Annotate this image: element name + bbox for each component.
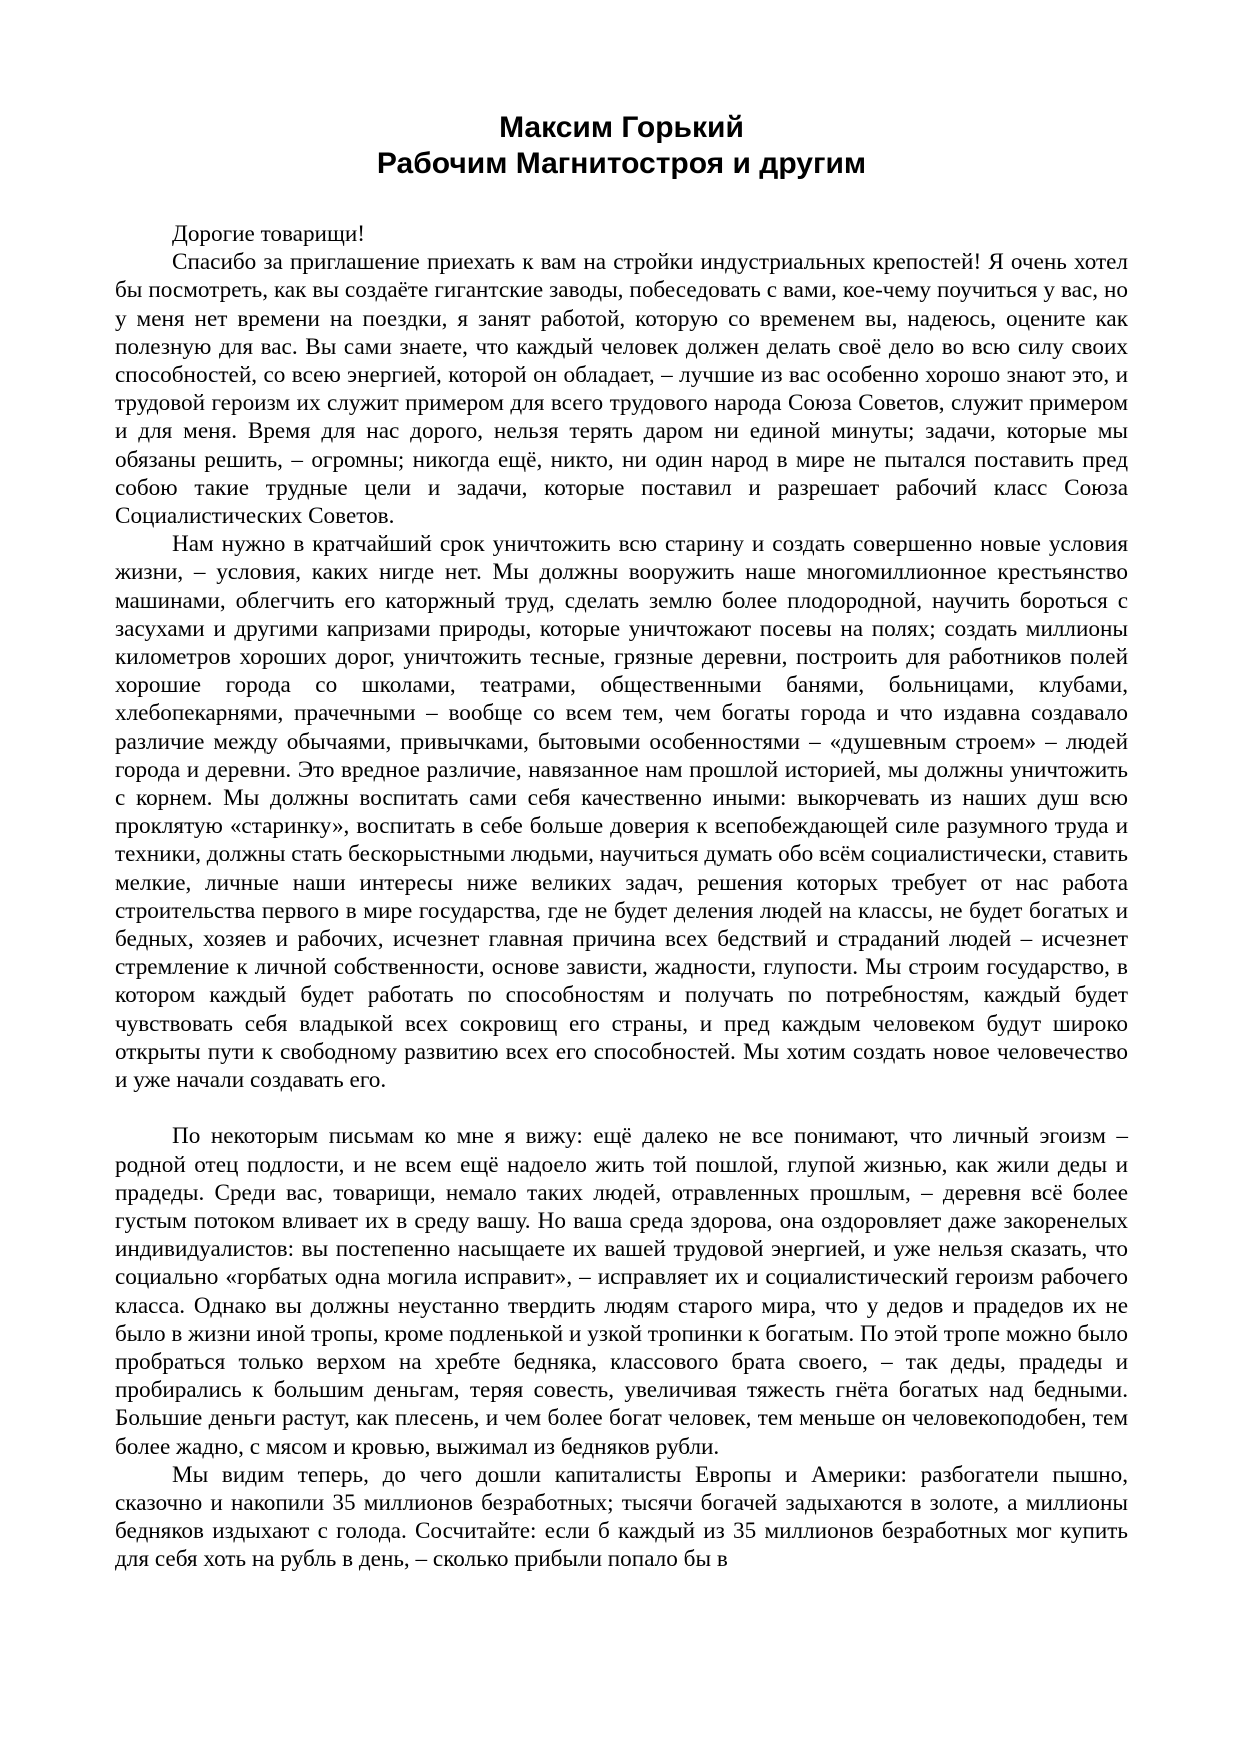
- body-text: [115, 220, 1128, 1574]
- body-paragraph: Спасибо за приглашение приехать к вам на стройки индустриальных крепостей! Я очень хотел бы посмотреть, как вы создаёте гигантские заводы, побеседовать с вами, кое-чему поучиться у вас, но у меня нет времени на поездки, я занят работой, которую со временем вы, надеюсь, оцените как полезную для вас. Вы сами знаете, что каждый человек должен делать своё дело во всю силу своих способностей, со всею энергией, которой он обладает, – лучшие из вас особенно хорошо знают это, и трудовой героизм их служит примером для всего трудового народа Союза Советов, служит примером и для меня. Время для нас дорого, нельзя терять даром ни единой минуты; задачи, которые мы обязаны решить, – огромны; никогда ещё, никто, ни один народ в мире не пытался поставить пред собою такие трудные цели и задачи, которые поставил и разрешает рабочий класс Союза Социалистических Советов.: [115, 249, 1128, 530]
- body-paragraph: Мы видим теперь, до чего дошли капиталисты Европы и Америки: разбогатели пышно, сказочно и накопили 35 миллионов безработных; тысячи богачей задыхаются в золоте, а миллионы бедняков издыхают с голода. Сосчитайте: если б каждый из 35 миллионов безработных мог купить для себя хоть на рубль в день, – сколько прибыли попало бы в: [115, 1461, 1128, 1573]
- body-paragraph: Нам нужно в кратчайший срок уничтожить всю старину и создать совершенно новые условия жизни, – условия, каких нигде нет. Мы должны вооружить наше многомиллионное крестьянство машинами, облегчить его каторжный труд, сделать землю более плодородной, научить бороться с засухами и другими капризами природы, которые уничтожают посевы на полях; создать миллионы километров хороших дорог, уничтожить тесные, грязные деревни, построить для работников полей хорошие города со школами, театрами, общественными банями, больницами, клубами, хлебопекарнями, прачечными – вообще со всем тем, чем богаты города и что издавна создавало различие между обычаями, привычками, бытовыми особенностями – «душевным строем» – людей города и деревни. Это вредное различие, навязанное нам прошлой историей, мы должны уничтожить с корнем. Мы должны воспитать сами себя качественно иными: выкорчевать из наших душ всю проклятую «старинку», воспитать в себе больше доверия к всепобеждающей силе разумного труда и техники, должны стать бескорыстными людьми, научиться думать обо всём социалистически, ставить мелкие, личные наши интересы ниже великих задач, решения которых требует от нас работа строительства первого в мире государства, где не будет деления людей на классы, не будет богатых и бедных, хозяев и рабочих, исчезнет главная причина всех бедствий и страданий людей – исчезнет стремление к личной собственности, основе зависти, жадности, глупости. Мы строим государство, в котором каждый будет работать по способностям и получать по потребностям, каждый будет чувствовать себя владыкой всех сокровищ его страны, и пред каждым человеком будут широко открыты пути к свободному развитию всех его способностей. Мы хотим создать новое человечество и уже начали создавать его.: [115, 531, 1128, 1094]
- author-name: Максим Горький: [499, 111, 744, 144]
- document-page: [115, 110, 1128, 1574]
- title-block: [115, 110, 1128, 182]
- body-paragraph: По некоторым письмам ко мне я вижу: ещё далеко не все понимают, что личный эгоизм – родной отец подлости, и не всем ещё надоело жить той пошлой, глупой жизнью, как жили деды и прадеды. Среди вас, товарищи, немало таких людей, отравленных прошлым, – деревня всё более густым потоком вливает их в среду вашу. Но ваша среда здорова, она оздоровляет даже закоренелых индивидуалистов: вы постепенно насыщаете их вашей трудовой энергией, и уже нельзя сказать, что социально «горбатых одна могила исправит», – исправляет их и социалистический героизм рабочего класса. Однако вы должны неустанно твердить людям старого мира, что у дедов и прадедов их не было в жизни иной тропы, кроме подленькой и узкой тропинки к богатым. По этой тропе можно было пробраться только верхом на хребте бедняка, классового брата своего, – так деды, прадеды и пробирались к большим деньгам, теряя совесть, увеличивая тяжесть гнёта богатых над бедными. Большие деньги растут, как плесень, и чем более богат человек, тем меньше он человекоподобен, тем более жадно, с мясом и кровью, выжимал из бедняков рубли.: [115, 1123, 1128, 1460]
- document-title: Рабочим Магнитостроя и другим: [376, 147, 867, 180]
- salutation-paragraph: Дорогие товарищи!: [172, 221, 365, 247]
